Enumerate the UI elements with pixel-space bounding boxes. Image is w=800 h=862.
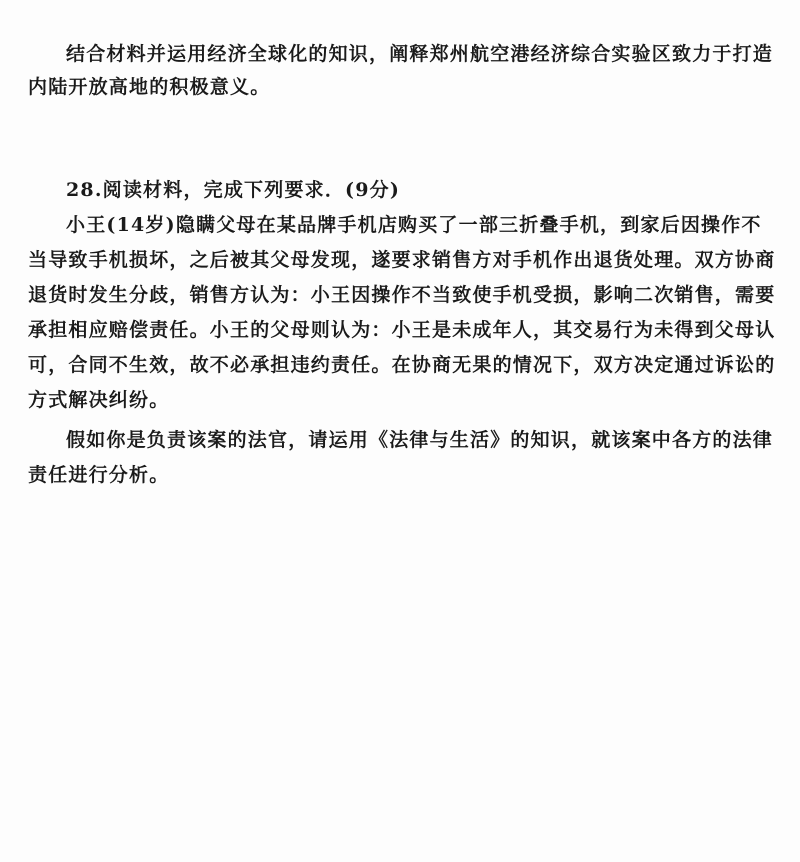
question-28-material: 小王(14岁)隐瞒父母在某品牌手机店购买了一部三折叠手机，到家后因操作不当导致手机损坏，之后被其父母发现，遂要求销售方对手机作出退货处理。双方协商退货时发生分歧，销售方认为：小王因操作不当致使手机受损，影响二次销售，需要承担相应赔偿责任。小王的父母则认为：小王是未成年人，其交易行为未得到父母认可，合同不生效，故不必承担违约责任。在协商无果的情况下，双方决定通过诉讼的方式解决纠纷。 — [28, 214, 776, 411]
question-28-task: 假如你是负责该案的法官，请运用《法律与生活》的知识，就该案中各方的法律责任进行分析。 — [28, 429, 774, 486]
question-28-header: 28.阅读材料，完成下列要求．(9分) — [66, 179, 401, 201]
previous-question-text: 结合材料并运用经济全球化的知识，阐释郑州航空港经济综合实验区致力于打造内陆开放高地的积极意义。 — [28, 43, 774, 98]
